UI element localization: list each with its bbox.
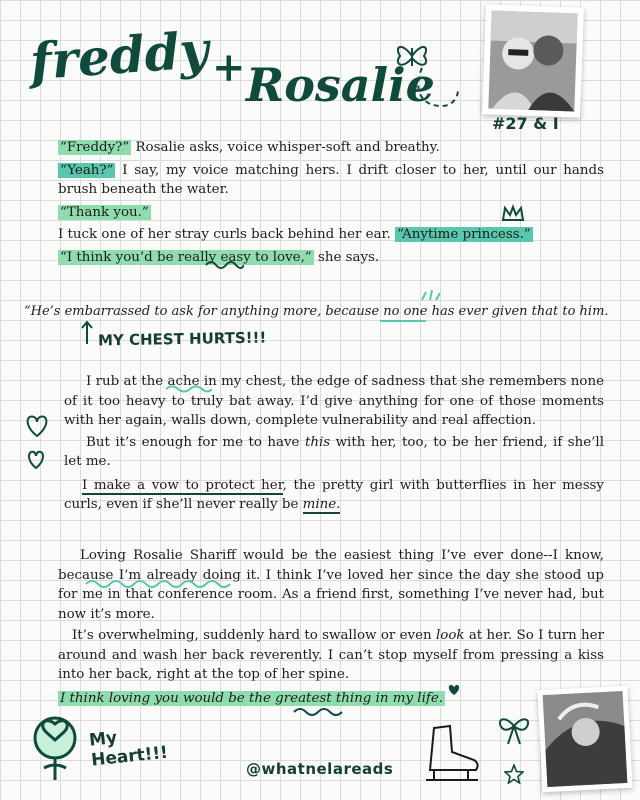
couple-photo <box>482 4 584 117</box>
quote-text: “He’s embarrassed to ask for anything more, because no one has ever given that to him. <box>24 304 609 319</box>
p2-line-b: It’s overwhelming, suddenly hard to swallow or even look at her. So I turn her around and wash her back reverently. I can’t stop myself from pressing a kiss into her back, right at the top of her spine. <box>58 628 604 682</box>
sparkle-marks-icon <box>420 288 442 302</box>
check-heart-icon <box>446 682 462 696</box>
already-squiggle <box>84 578 234 590</box>
couple-photo-image <box>482 4 584 117</box>
bottom-photo <box>537 686 632 793</box>
p1-line-a: I rub at the ache in my chest, the edge of sadness that she remembers none of it too heavy to truly bat away. I’d give anything for one of those moments with her again, walls down, complete vulnerability and real affection. <box>64 374 604 428</box>
paragraph-2 <box>58 546 604 708</box>
up-arrow-icon <box>80 320 94 346</box>
dialogue-line-2: “Yeah?” I say, my voice matching hers. I drift closer to her, until our hands brush beneath the water. <box>58 162 604 197</box>
star-icon <box>504 764 524 784</box>
p2-line-a: Loving Rosalie Shariff would be the easiest thing I’ve ever done--I know, because I’m already doing it. I think I’ve loved her since the day she stood up for me in that conference room. As a friend first, something I’ve never had, but now it’s more. <box>58 548 604 622</box>
p1-line-b: But it’s enough for me to have this with her, too, to be her friend, if she’ll let me. <box>64 434 604 469</box>
dialogue-line-1: “Freddy?” Rosalie asks, voice whisper-soft and breathy. <box>60 140 440 155</box>
paragraph-1 <box>64 372 604 515</box>
dialogue-line-3: “Thank you.” <box>60 204 149 220</box>
title-freddy: freddy <box>28 19 211 92</box>
title-rosalie: Rosalie <box>246 58 435 112</box>
photo-caption: #27 & I <box>492 114 559 133</box>
p1-line-c: I make a vow to protect her, the pretty girl with butterflies in her messy curls, even if she’ll never really be mine. <box>64 477 604 512</box>
ache-squiggle <box>164 384 212 394</box>
bow-icon <box>494 712 534 746</box>
title-plus: + <box>212 44 246 91</box>
dialogue-block <box>58 138 604 267</box>
bottom-photo-image <box>537 686 632 793</box>
ice-skate-icon <box>420 722 484 788</box>
dashed-swirl-icon <box>412 66 462 112</box>
hearts-doodle-icon <box>22 408 52 472</box>
crown-icon <box>500 204 526 224</box>
dialogue-line-5: “I think you’d be really easy to love,” she says. <box>60 249 380 265</box>
dialogue-line-4: I tuck one of her stray curls back behind her ear. “Anytime princess.” <box>58 227 531 242</box>
flower-heart-doodle-icon <box>22 710 88 786</box>
p2-line-c: I think loving you would be the greatest thing in my life. <box>60 690 443 706</box>
instagram-handle: @whatnelareads <box>246 760 394 778</box>
greatest-squiggle <box>292 706 348 718</box>
chest-hurts-note: MY CHEST HURTS!!! <box>97 328 267 350</box>
quote-underline <box>380 320 426 322</box>
my-heart-note: My Heart!!! <box>88 727 169 771</box>
squiggle-underline <box>204 258 244 272</box>
